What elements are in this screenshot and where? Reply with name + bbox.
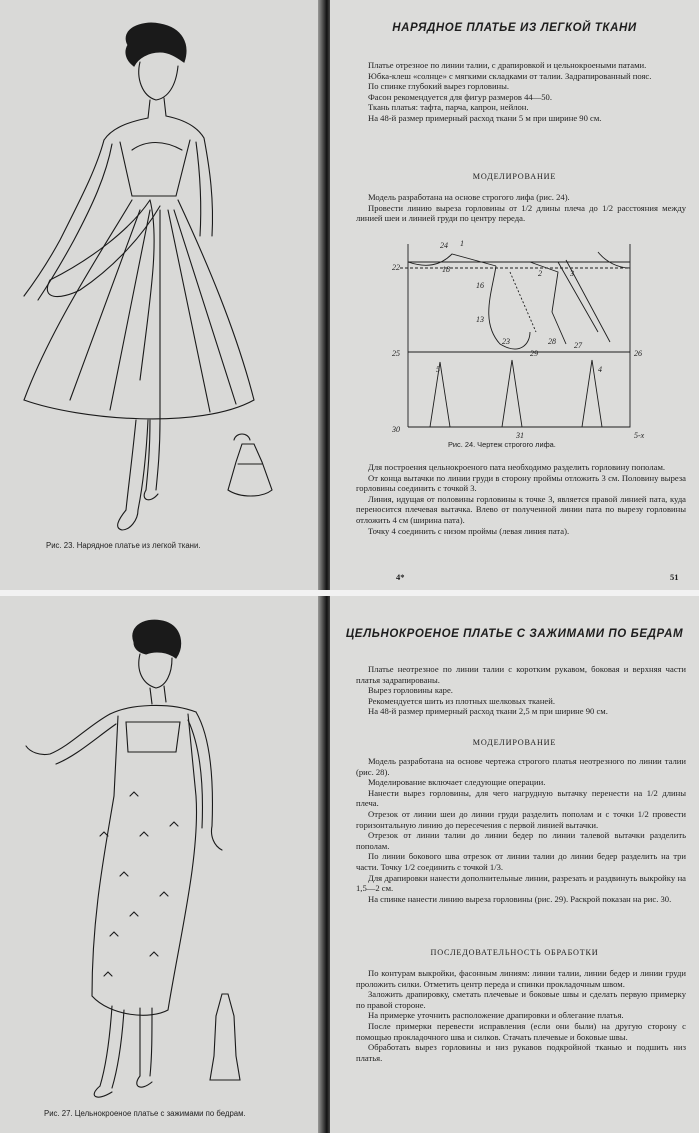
pattern-draft-fig24 [330, 232, 699, 442]
draft-label: 18 [442, 265, 450, 274]
top-right-page [330, 0, 699, 590]
draft-label: 5-х [634, 431, 645, 440]
modeling-text [356, 756, 686, 904]
draft-label: 23 [502, 337, 510, 346]
draft-label: 2 [538, 269, 542, 278]
processing-paragraph: Заложить драпировку, сметать плечевые и боковые швы и сделать первую примерку по правой стороне. [356, 989, 686, 1010]
intro-paragraph: По спинке глубокий вырез горловины. [368, 81, 510, 92]
figure-caption: Рис. 23. Нарядное платье из легкой ткани. [46, 541, 201, 550]
body-paragraph: Линия, идущая от половины горловины к точке 3, является правой линией пата, куда переносится плечевая вытачка. Влево от полученной линии пата по вырезу горловины отложить 4 см (ширина пата). [356, 493, 686, 525]
page-number: 51 [670, 572, 679, 582]
intro-paragraph: Фасон рекомендуется для фигур размеров 44—50. [368, 91, 553, 102]
intro-paragraph: Платье неотрезное по линии талии с коротким рукавом, боковая и верхняя части платья задрапированы. [356, 664, 686, 685]
modeling-text [356, 192, 686, 224]
bottom-left-page [0, 596, 322, 1133]
draft-label: 4 [598, 365, 602, 374]
draft-label: 22 [392, 263, 400, 272]
draft-label: 31 [516, 431, 524, 440]
intro-paragraph: Платье отрезное по линии талии, с драпировкой и цельнокроеными патами. [368, 60, 647, 70]
signature-mark: 4* [396, 572, 405, 582]
intro-paragraph: Вырез горловины каре. [368, 685, 453, 696]
modeling-paragraph: Моделирование включает следующие операции. [368, 777, 546, 788]
dress-illustration-fig27 [0, 596, 322, 1133]
processing-paragraph: Обработать вырез горловины и низ рукавов подкройной тканью и подшить низ платья. [356, 1042, 686, 1063]
draft-label: 28 [548, 337, 556, 346]
processing-paragraph: На примерке уточнить расположение драпировки и облегание платья. [368, 1010, 624, 1021]
draft-label: 30 [392, 425, 400, 434]
processing-text [356, 968, 686, 1063]
draft-label: 29 [530, 349, 538, 358]
draft-label: 26 [634, 349, 642, 358]
page-title: ЦЕЛЬНОКРОЕНОЕ ПЛАТЬЕ С ЗАЖИМАМИ ПО БЕДРАМ [345, 628, 684, 640]
draft-label: 24 [440, 241, 448, 250]
page-title: НАРЯДНОЕ ПЛАТЬЕ ИЗ ЛЕГКОЙ ТКАНИ [392, 22, 637, 34]
modeling-paragraph: Нанести вырез горловины, для чего нагрудную вытачку перенести на 1/2 длины плеча. [356, 787, 686, 809]
body-paragraph: Для построения цельнокроеного пата необходимо разделить горловину пополам. [368, 462, 666, 472]
modeling-paragraph: Модель разработана на основе чертежа строгого платья неотрезного по линии талии (рис. 28). [356, 756, 686, 777]
figure-caption: Рис. 27. Цельнокроеное платье с зажимами по бедрам. [44, 1109, 246, 1118]
draft-label: 3 [570, 269, 574, 278]
top-left-page [0, 0, 322, 590]
processing-paragraph: После примерки перевести исправления (если они были) на другую сторону с помощью прокладочного шва и силков. Стачать плечевые и боковые швы. [356, 1020, 686, 1042]
bottom-spread [0, 596, 699, 1133]
body-paragraph: Точку 4 соединить с низом проймы (левая линия пата). [368, 525, 570, 536]
construction-text [356, 462, 686, 536]
modeling-paragraph: Провести линию выреза горловины от 1/2 длины плеча до 1/2 расстояния между линией шеи и линией груди по центру переда. [356, 202, 686, 224]
modeling-paragraph: На спинке нанести линию выреза горловины (рис. 29). Раскрой показан на рис. 30. [368, 893, 672, 904]
intro-paragraph: На 48-й размер примерный расход ткани 5 м при ширине 90 см. [368, 112, 602, 123]
modeling-paragraph: По линии бокового шва отрезок от линии талии до линии бедер разделить на три части. Точку 1/2 соединить с точкой 1/3. [356, 851, 686, 872]
draft-label: 16 [476, 281, 484, 290]
section-heading-modeling: МОДЕЛИРОВАНИЕ [472, 172, 557, 181]
draft-label: 5 [436, 365, 440, 374]
draft-label: 27 [574, 341, 582, 350]
intro-paragraph: На 48-й размер примерный расход ткани 2,5 м при ширине 90 см. [368, 706, 608, 717]
draft-label: 13 [476, 315, 484, 324]
body-paragraph: От конца вытачки по линии груди в сторону проймы отложить 3 см. Половину выреза горловины соединить с точкой 3. [356, 472, 686, 494]
processing-paragraph: По контурам выкройки, фасонным линиям: линии талии, линии бедер и линии груди проложить силки. Отметить центр переда и спинки прокладочным швом. [356, 968, 686, 989]
draft-label: 1 [460, 239, 464, 248]
figure-caption-fig24: Рис. 24. Чертеж строгого лифа. [448, 440, 556, 449]
bottom-right-page [330, 596, 699, 1133]
intro-paragraph: Рекомендуется шить из плотных шелковых тканей. [368, 695, 555, 706]
intro-paragraph: Ткань платья: тафта, парча, капрон, нейлон. [368, 102, 529, 113]
modeling-paragraph: Для драпировки нанести дополнительные линии, разрезать и раздвинуть выкройку на 1,5—2 см. [356, 872, 686, 894]
section-heading-modeling: МОДЕЛИРОВАНИЕ [472, 738, 557, 747]
intro-text [356, 60, 686, 124]
intro-text [356, 664, 686, 717]
dress-illustration-fig23 [0, 0, 322, 590]
modeling-paragraph: Модель разработана на основе строгого лифа (рис. 24). [368, 192, 570, 202]
modeling-paragraph: Отрезок от линии талии до линии бедер по линии талевой вытачки разделить пополам. [356, 830, 686, 851]
section-heading-processing: ПОСЛЕДОВАТЕЛЬНОСТЬ ОБРАБОТКИ [430, 948, 599, 957]
modeling-paragraph: Отрезок от линии шеи до линии груди разделить пополам и с точки 1/2 провести горизонтальную линию до пересечения с первой линией вытачки. [356, 808, 686, 830]
intro-paragraph: Юбка-клеш «солнце» с мягкими складками от талии. Задрапированный пояс. [368, 70, 652, 81]
draft-label: 25 [392, 349, 400, 358]
